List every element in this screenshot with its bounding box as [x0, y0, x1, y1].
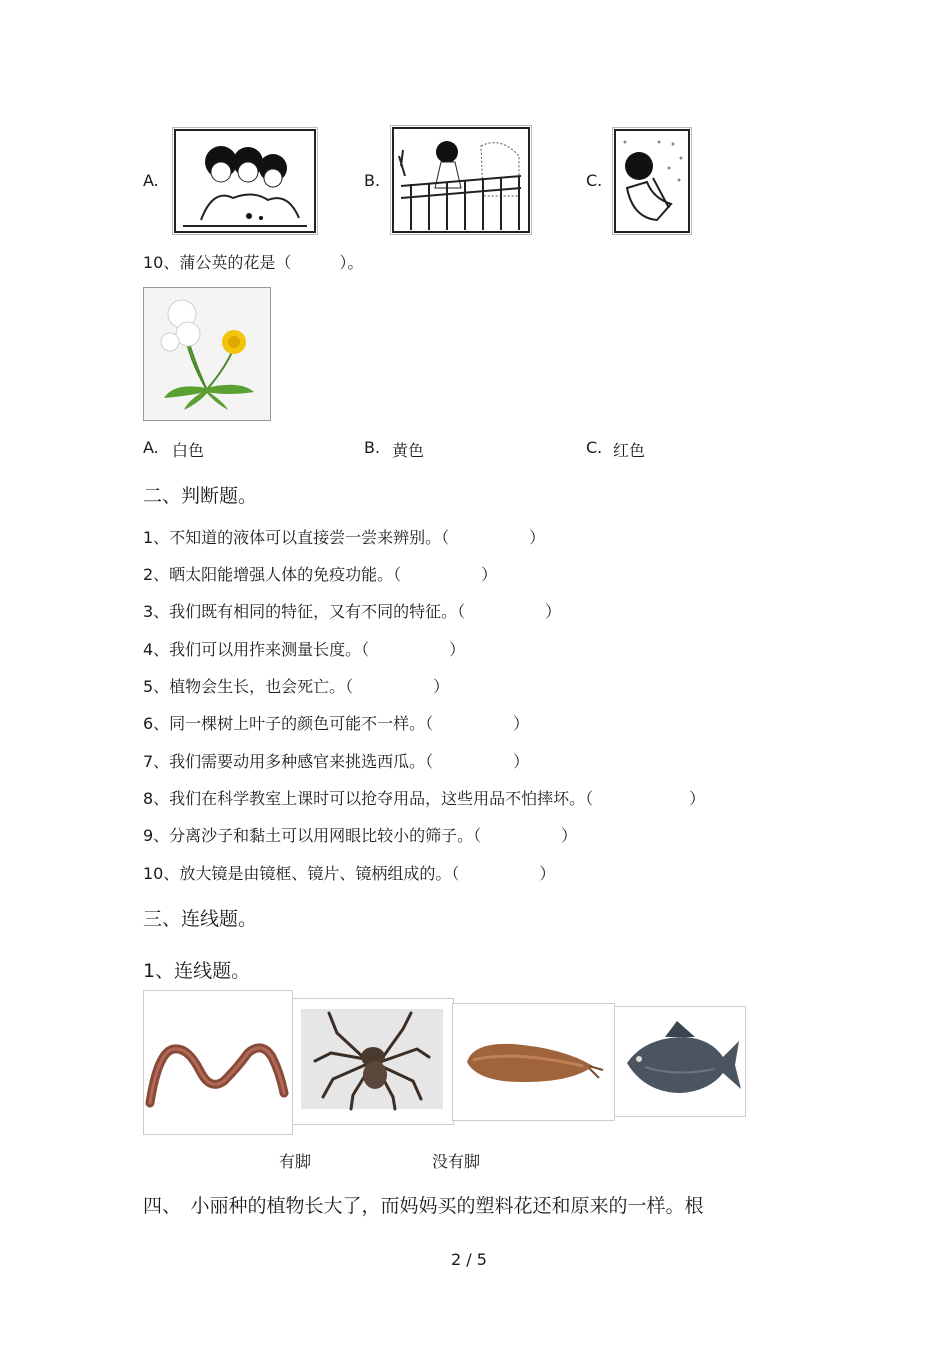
section-2-title: 二、判断题。 — [143, 485, 258, 507]
judge-item: 10、放大镜是由镜框、镜片、镜柄组成的。（ ） — [143, 864, 556, 883]
q9-option-c-image — [612, 127, 692, 235]
q10-option-b-text: 黄色 — [392, 441, 425, 460]
earthworm-image — [143, 990, 293, 1135]
judge-item: 5、植物会生长，也会死亡。（ ） — [143, 677, 450, 696]
section-3-title: 三、连线题。 — [143, 908, 258, 930]
judge-item: 3、我们既有相同的特征，又有不同的特征。（ ） — [143, 602, 562, 621]
q10-option-b-label: B. — [364, 438, 381, 457]
q10-question: 10、蒲公英的花是（ ）。 — [143, 253, 364, 272]
q9-option-a-image — [172, 127, 318, 235]
q10-option-c-label: C. — [586, 438, 603, 457]
q10-option-a-text: 白色 — [172, 441, 205, 460]
slug-image — [452, 1003, 615, 1121]
q9-option-c-label: C. — [586, 171, 603, 190]
judge-item: 9、分离沙子和黏土可以用网眼比较小的筛子。（ ） — [143, 826, 578, 845]
q10-option-c-text: 红色 — [613, 441, 646, 460]
q9-option-a-label: A. — [143, 171, 159, 190]
label-no-legs: 没有脚 — [432, 1152, 481, 1171]
q9-option-b-label: B. — [364, 171, 381, 190]
spider-image — [292, 998, 454, 1125]
q10-option-a-label: A. — [143, 438, 159, 457]
q9-option-b-image — [390, 125, 532, 235]
judge-item: 2、晒太阳能增强人体的免疫功能。（ ） — [143, 565, 498, 584]
judge-item: 6、同一棵树上叶子的颜色可能不一样。（ ） — [143, 714, 530, 733]
label-has-legs: 有脚 — [279, 1152, 312, 1171]
matching-question: 1、连线题。 — [143, 960, 251, 982]
judge-item: 4、我们可以用拃来测量长度。（ ） — [143, 640, 466, 659]
fish-image — [614, 1006, 746, 1117]
judge-item: 1、不知道的液体可以直接尝一尝来辨别。（ ） — [143, 528, 546, 547]
page-number: 2 / 5 — [451, 1250, 487, 1269]
judge-item: 7、我们需要动用多种感官来挑选西瓜。（ ） — [143, 752, 530, 771]
section-4-title: 四、 小丽种的植物长大了，而妈妈买的塑料花还和原来的一样。根 — [143, 1195, 704, 1217]
judge-item: 8、我们在科学教室上课时可以抢夺用品，这些用品不怕摔坏。（ ） — [143, 789, 706, 808]
dandelion-image — [143, 287, 271, 421]
